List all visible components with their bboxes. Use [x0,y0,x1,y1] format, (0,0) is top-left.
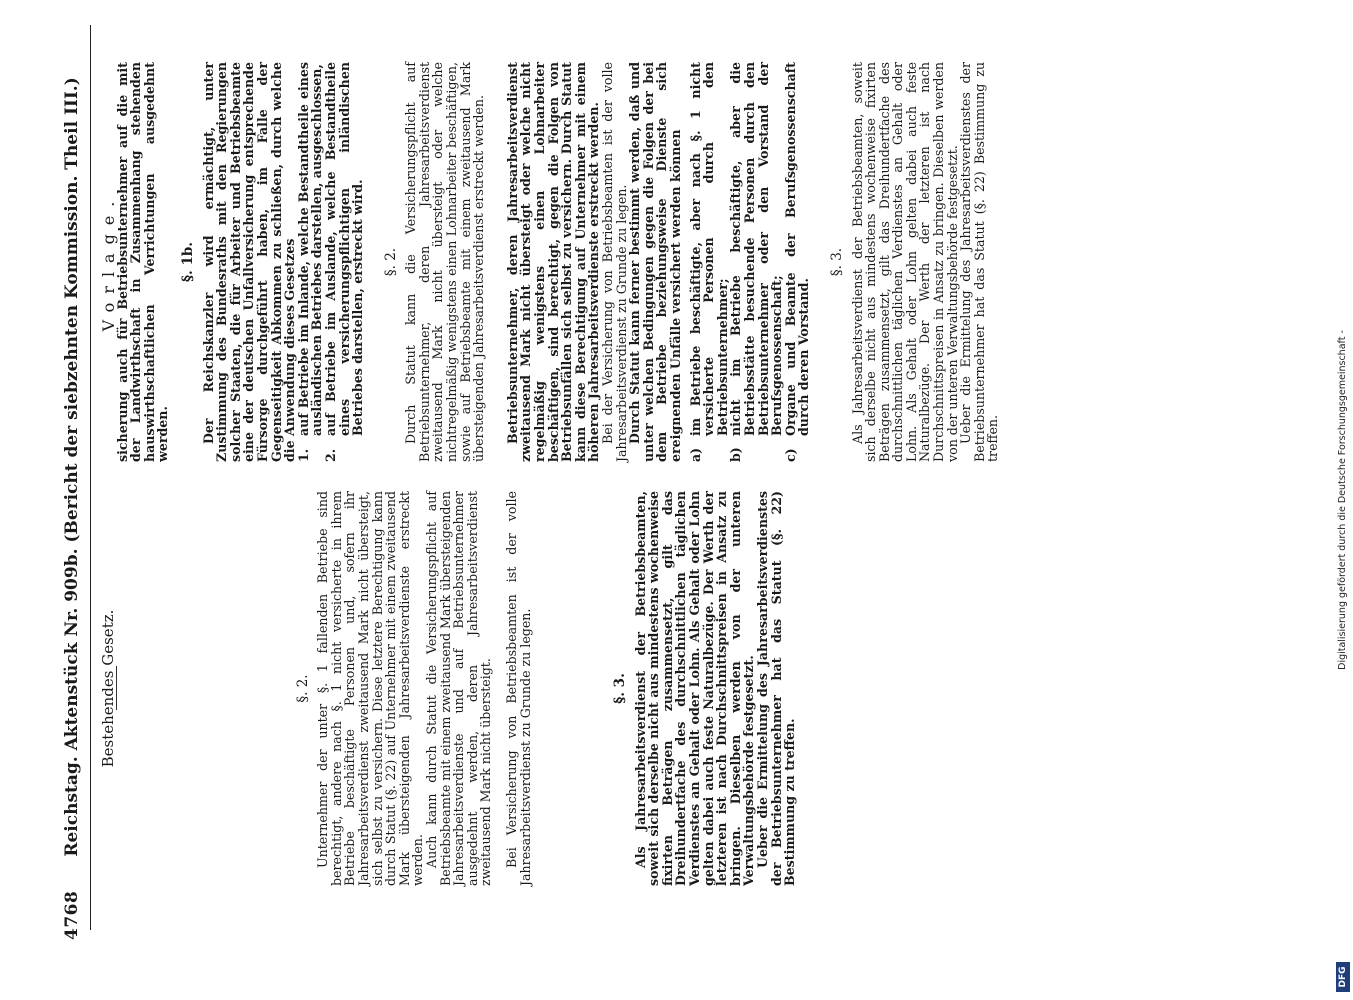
section-title: §. 2. [294,674,311,703]
list-text: auf Betriebe im Inlande, welche Bestandtheile eines ausländischen Betriebes darstellen, ausgeschlossen, [295,62,325,436]
list-item [689,62,730,462]
section-title: §. 1b. [179,242,196,282]
paragraph: sicherung auch für Betriebsunternehmer auf die mit der Landwirthschaft in Zusammenhang stehenden hauswirthschaftlichen Verrichtungen ausgedehnt werden. [114,62,171,462]
list-text: Organe und Beamte der Berufsgenossenschaft durch deren Vorstand. [782,62,812,436]
dfg-logo: DFG [1336,962,1350,992]
list-text: auf Betriebe im Auslande, welche Bestandtheile eines versicherungspflichtigen inländischen Betriebes darstellen, erstreckt wird. [322,62,366,436]
list-label: 1. [295,448,311,462]
paragraph: Ueber die Ermittelung des Jahresarbeitsverdienstes der Betriebsunternehmer hat das Statut (§. 22) Bestimmung zu treffen. [958,62,1001,462]
section-title: §. 3. [828,247,845,277]
paragraph: Als Jahresarbeitsverdienst der Betriebsbeamten, soweit sich derselbe nicht aus mindestens wochenweise fixirten Beträgen zusammensetzt, gilt das Dreihundertfache des durchschnittlichen täglichen Verdienstes an Gehalt oder Lohn. Als Gehalt oder Lohn gelten dabei auch feste Naturalbezüge. Der Werth der letzteren ist nach Durchschnittspreisen in Ansatz zu bringen. Dieselben werden von der unteren Verwaltungsbehörde festgesetzt. [632,491,757,886]
list-item [784,62,811,462]
paragraph: Durch Statut kann die Versicherungspflicht auf Betriebsunternehmer, deren Jahresarbeitsverdienst zweitausend Mark nicht übersteigt oder welche nichtregelmäßig wenigstens einen Lohnarbeiter beschäftigen, sowie auf Betriebsbeamte mit einem zweitausend Mark übersteigenden Jahresarbeitsverdienst erstreckt werden. [403,62,487,462]
digitization-credit: Digitalisierung gefördert durch die Deutsche Forschungsgemeinschaft - [1337,330,1348,670]
page-number: 4768 [62,890,82,940]
section-title: §. 2. [382,247,399,277]
paragraph: Durch Statut kann ferner bestimmt werden, daß und unter welchen Bedingungen gegen die Folgen der bei dem Betriebe beziehungsweise Dienste sich ereignenden Unfälle versichert werden können [627,62,683,462]
list-label: c) [782,448,798,462]
list-item [324,62,365,462]
column-heading-existing-law: Bestehendes Gesetz. [99,609,117,768]
paragraph: Bei der Versicherung von Betriebsbeamten ist der volle Jahresarbeitsverdienst zu Grunde zu legen. [600,62,629,462]
paragraph: Der Reichskanzler wird ermächtigt, unter Zustimmung des Bundesraths mit den Regierungen solcher Staaten, die für Arbeiter und Betriebsbeamte eine der deutschen Unfallversicherung entsprechende Fürsorge durchgeführt haben, im Falle der Gegenseitigkeit Abkommen zu schließen, durch welche die Anwendung dieses Gesetzes [200,62,298,462]
list-label: b) [728,447,744,462]
header-rule [90,25,91,930]
list-text: im Betriebe beschäftigte, aber nach §. 1 nicht versicherte Personen durch den Betriebsunternehmer; [687,62,730,436]
paragraph: Auch kann durch Statut die Versicherungspflicht auf Betriebsbeamte mit einem zweitausend Mark übersteigenden Jahresarbeitsverdienste und auf Betriebsunternehmer ausgedehnt werden, deren Jahresarbeitsverdienst zweitausend Mark nicht übersteigt. [423,491,494,886]
paragraph: Bei Versicherung von Betriebsbeamten ist der volle Jahresarbeitsverdienst zu Grunde zu legen. [503,491,533,886]
column-existing-law [99,491,798,886]
list-item [729,62,783,462]
column-proposal [99,62,1001,462]
paragraph: Betriebsunternehmer, deren Jahresarbeitsverdienst zweitausend Mark nicht übersteigt oder welche nicht regelmäßig wenigstens einen Lohnarbeiter beschäftigen, sind berechtigt, gegen die Folgen von Betriebsunfällen sich selbst zu versichern. Durch Statut kann diese Berechtigung auf Unternehmer mit einem höheren Jahresarbeitsverdienste erstreckt werden. [504,62,602,462]
header-title: Reichstag. Aktenstück Nr. 909b. (Bericht der siebzehnten Kommission. Theil III.) [62,77,82,857]
list-item [297,62,324,462]
paragraph: Ueber die Ermittelung des Jahresarbeitsverdienstes der Betriebsunternehmer hat das Statut (§. 22) Bestimmung zu treffen. [755,491,798,886]
list-text: nicht im Betriebe beschäftigte, aber die Betriebsstätte besuchende Personen durch den Betriebsunternehmer oder den Vorstand der Berufsgenossenschaft; [728,62,785,436]
section-title: §. 3. [612,673,629,704]
list-label: a) [687,447,703,462]
column-heading-proposal: Vorlage. [99,192,118,332]
paragraph: Unternehmer der unter §. 1 fallenden Betriebe sind berechtigt, andere nach §. 1 nicht versicherte in ihrem Betriebe beschäftigte Personen und, sofern ihr Jahresarbeitsverdienst zweitausend Mark nicht übersteigt, sich selbst zu versichern. Diese letztere Berechtigung kann durch Statut (§. 22) auf Unternehmer mit einem zweitausend Mark übersteigenden Jahresarbeitsverdienste erstreckt werden. [315,491,426,886]
list-label: 2. [322,448,338,462]
paragraph: Als Jahresarbeitsverdienst der Betriebsbeamten, soweit sich derselbe nicht aus mindestens wochenweise fixirten Beträgen zusammensetzt, gilt das Dreihundertfache des durchschnittlichen täglichen Verdienstes an Gehalt oder Lohn. Als Gehalt oder Lohn gelten dabei auch feste Naturalbezüge. Der Werth der letzteren ist nach Durchschnittspreisen in Ansatz zu bringen. Dieselben werden von der unteren Verwaltungsbehörde festgesetzt. [849,62,960,462]
page-header [62,25,88,940]
